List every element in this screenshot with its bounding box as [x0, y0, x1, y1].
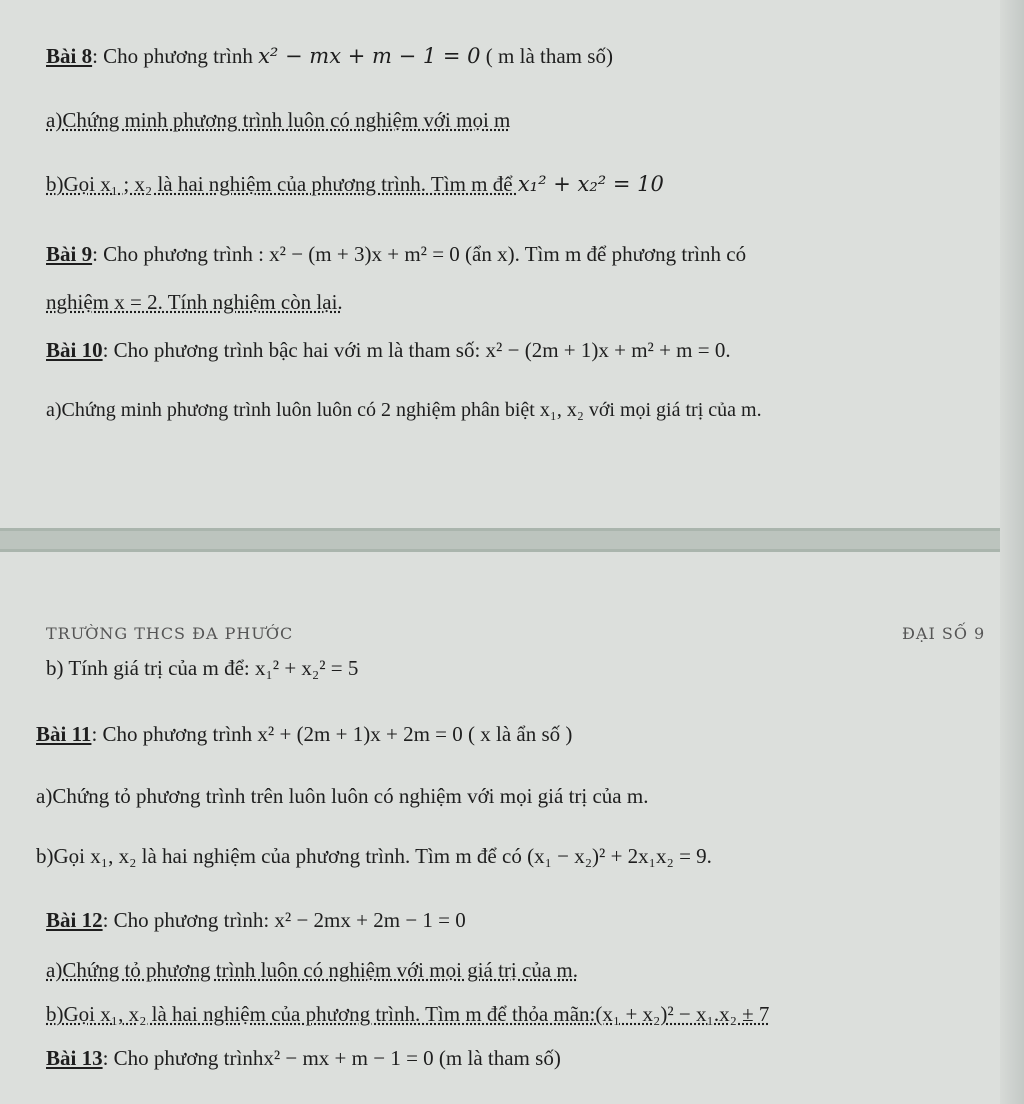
- bai8-note: ( m là tham số): [480, 44, 613, 68]
- bai10-line: [46, 336, 731, 364]
- bai8a-line: a)Chứng minh phương trình luôn có nghiệm với mọi m: [46, 108, 511, 132]
- bai11-text: : Cho phương trình x² + (2m + 1)x + 2m = 0 ( x là ẩn số ): [91, 722, 573, 746]
- bai8-label: Bài 8: [46, 44, 93, 68]
- bai11b-line: b)Gọi x₁, x₂ là hai nghiệm của phương trình. Tìm m để có (x₁ − x₂)² + 2x₁x₂ = 9.: [36, 844, 712, 868]
- bai8b-line: [46, 170, 664, 198]
- bai13-line: [46, 1044, 561, 1072]
- bai8b-text: b)Gọi x₁ ; x₂ là hai nghiệm của phương trình. Tìm m để: [46, 172, 518, 196]
- bai13-label: Bài 13: [46, 1046, 103, 1070]
- bai10b-line: b) Tính giá trị của m để: x₁² + x₂² = 5: [46, 656, 359, 680]
- bai12-line: [46, 906, 466, 934]
- bai11-label: Bài 11: [36, 722, 92, 746]
- bai8-line: [46, 42, 613, 70]
- bai9b-line: nghiệm x = 2. Tính nghiệm còn lại.: [46, 290, 343, 314]
- bai12a-line: a)Chứng tỏ phương trình luôn có nghiệm với mọi giá trị của m.: [46, 958, 578, 982]
- bai13-text: : Cho phương trìnhx² − mx + m − 1 = 0 (m là tham số): [102, 1046, 561, 1070]
- bai11a-line: a)Chứng tỏ phương trình trên luôn luôn có nghiệm với mọi giá trị của m.: [36, 784, 649, 808]
- bai11-line: [36, 720, 572, 748]
- bai8-equation: x² − mx + m − 1 = 0: [258, 44, 481, 68]
- bai10-label: Bài 10: [46, 338, 103, 362]
- right-edge-shadow: [1000, 0, 1024, 1104]
- bai8b-equation: x₁² + x₂² = 10: [517, 172, 664, 196]
- bai12b-line: b)Gọi x₁, x₂ là hai nghiệm của phương trình. Tìm m để thỏa mãn:(x₁ + x₂)² − x₁.x₂ ± 7: [46, 1002, 770, 1026]
- bai10-text: : Cho phương trình bậc hai với m là tham số: x² − (2m + 1)x + m² + m = 0.: [102, 338, 731, 362]
- bai9-label: Bài 9: [46, 242, 93, 266]
- bai9-line: [46, 240, 746, 268]
- subject-header: ĐẠI SỐ 9: [902, 624, 986, 643]
- bai9-text: : Cho phương trình : x² − (m + 3)x + m² = 0 (ẩn x). Tìm m để phương trình có: [92, 242, 747, 266]
- bai8-text: : Cho phương trình: [92, 44, 259, 68]
- bai12-text: : Cho phương trình: x² − 2mx + 2m − 1 = 0: [102, 908, 466, 932]
- school-header: TRƯỜNG THCS ĐA PHƯỚC: [46, 624, 294, 643]
- page-separator: [0, 528, 1024, 552]
- bai12-label: Bài 12: [46, 908, 103, 932]
- bai10a-line: a)Chứng minh phương trình luôn luôn có 2 nghiệm phân biệt x₁, x₂ với mọi giá trị của m.: [46, 399, 762, 421]
